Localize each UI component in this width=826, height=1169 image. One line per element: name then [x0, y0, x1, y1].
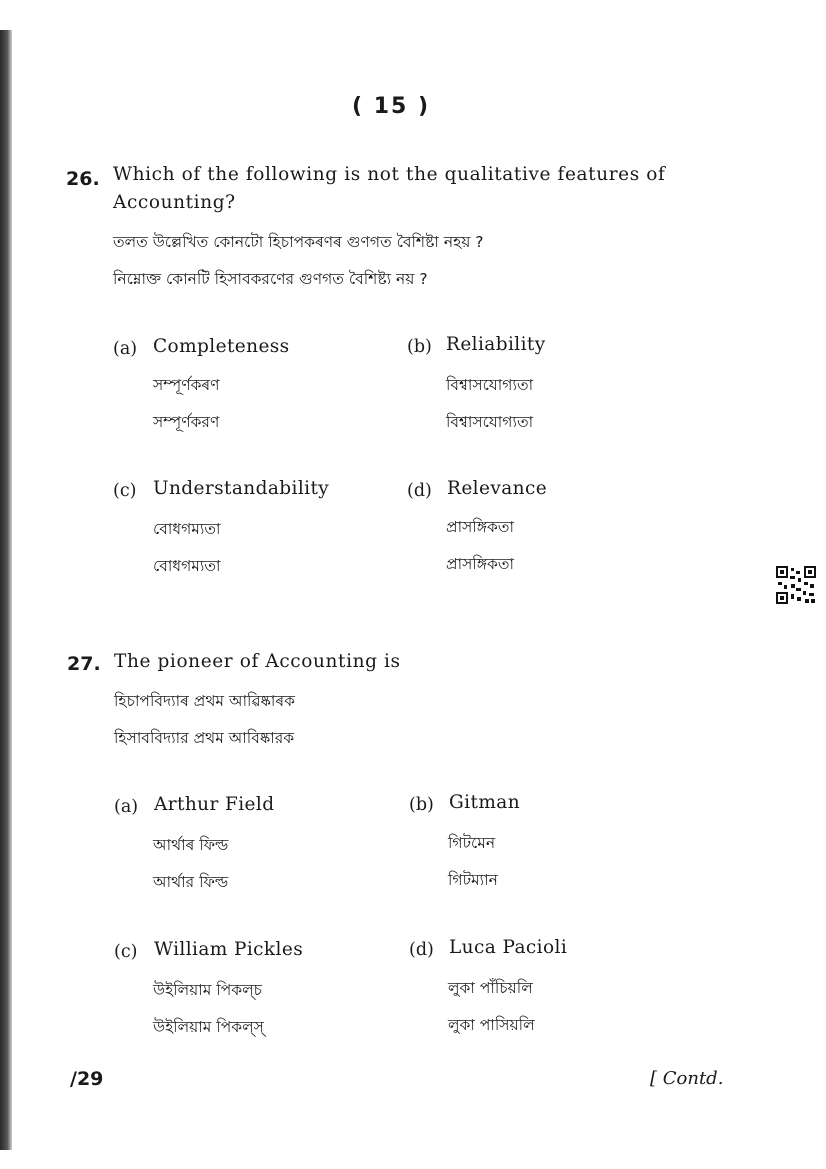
option-d-letter: (d): [407, 481, 432, 501]
option-c-text-as: বোধগম্যতা: [153, 520, 221, 538]
option-d-text-en: Relevance: [447, 478, 548, 499]
option-d-text-as: লুকা পাঁচিয়লি: [448, 979, 533, 997]
question-text-en: The pioneer of Accounting is: [114, 651, 401, 672]
option-a-text-bn: আর্থার ফিল্ড: [153, 873, 229, 891]
question-number: 27.: [67, 653, 101, 675]
question-text-en-cont: Accounting?: [113, 192, 236, 213]
option-c-text-as: উইলিয়াম পিকল্‌চ: [153, 981, 262, 999]
option-b-text-en: Reliability: [446, 334, 546, 355]
paper-code: /29: [70, 1068, 104, 1090]
option-a-text-as: সম্পূৰ্ণকৰণ: [153, 376, 220, 394]
question-text-en: Which of the following is not the qualitative features of: [113, 164, 666, 185]
question-text-assamese: হিচাপবিদ্যাৰ প্ৰথম আৱিষ্কাৰক: [114, 692, 295, 710]
question-text-assamese: তলত উল্লেখিত কোনটো হিচাপকৰণৰ গুণগত বৈশিষ্টা নহয় ?: [113, 233, 484, 251]
option-b-text-en: Gitman: [449, 792, 521, 813]
option-a-letter: (a): [114, 797, 139, 817]
option-d-text-bn: লুকা পাসিয়লি: [448, 1016, 535, 1034]
option-d-text-as: প্ৰাসঙ্গিকতা: [446, 518, 514, 536]
continued-label: [ Contd.: [650, 1068, 724, 1089]
option-a-letter: (a): [113, 339, 138, 359]
option-d-text-bn: প্রাসঙ্গিকতা: [446, 555, 514, 573]
option-b-text-bn: বিশ্বাসযোগ্যতা: [446, 413, 534, 431]
option-c-letter: (c): [114, 942, 138, 962]
option-b-text-as: বিশ্বাসযোগ্যতা: [446, 376, 534, 394]
option-c-text-bn: বোধগম্যতা: [153, 557, 221, 575]
binding-shadow: [0, 30, 12, 1150]
option-b-text-as: গিটমেন: [448, 834, 496, 852]
option-b-letter: (b): [409, 795, 434, 815]
option-a-text-as: আৰ্থাৰ ফিল্ড: [153, 836, 229, 854]
page-number: ( 15 ): [352, 94, 431, 119]
option-d-letter: (d): [409, 940, 434, 960]
option-a-text-en: Completeness: [153, 336, 290, 357]
option-a-text-bn: সম্পূর্ণকরণ: [153, 413, 220, 431]
question-number: 26.: [66, 168, 100, 190]
option-b-text-bn: গিটম্যান: [448, 871, 498, 889]
option-c-text-en: William Pickles: [154, 939, 304, 960]
option-d-text-en: Luca Pacioli: [449, 937, 568, 958]
option-a-text-en: Arthur Field: [154, 794, 275, 815]
option-c-text-en: Understandability: [153, 478, 330, 499]
option-c-letter: (c): [113, 481, 137, 501]
qr-code-icon: [776, 566, 816, 604]
option-c-text-bn: উইলিয়াম পিকল্‌স্: [153, 1018, 264, 1036]
option-b-letter: (b): [407, 337, 432, 357]
question-text-bengali: হিসাববিদ্যার প্রথম আবিষ্কারক: [114, 729, 295, 747]
question-text-bengali: নিম্নোক্ত কোনটি হিসাবকরণের গুণগত বৈশিষ্ট্য নয় ?: [113, 270, 428, 288]
